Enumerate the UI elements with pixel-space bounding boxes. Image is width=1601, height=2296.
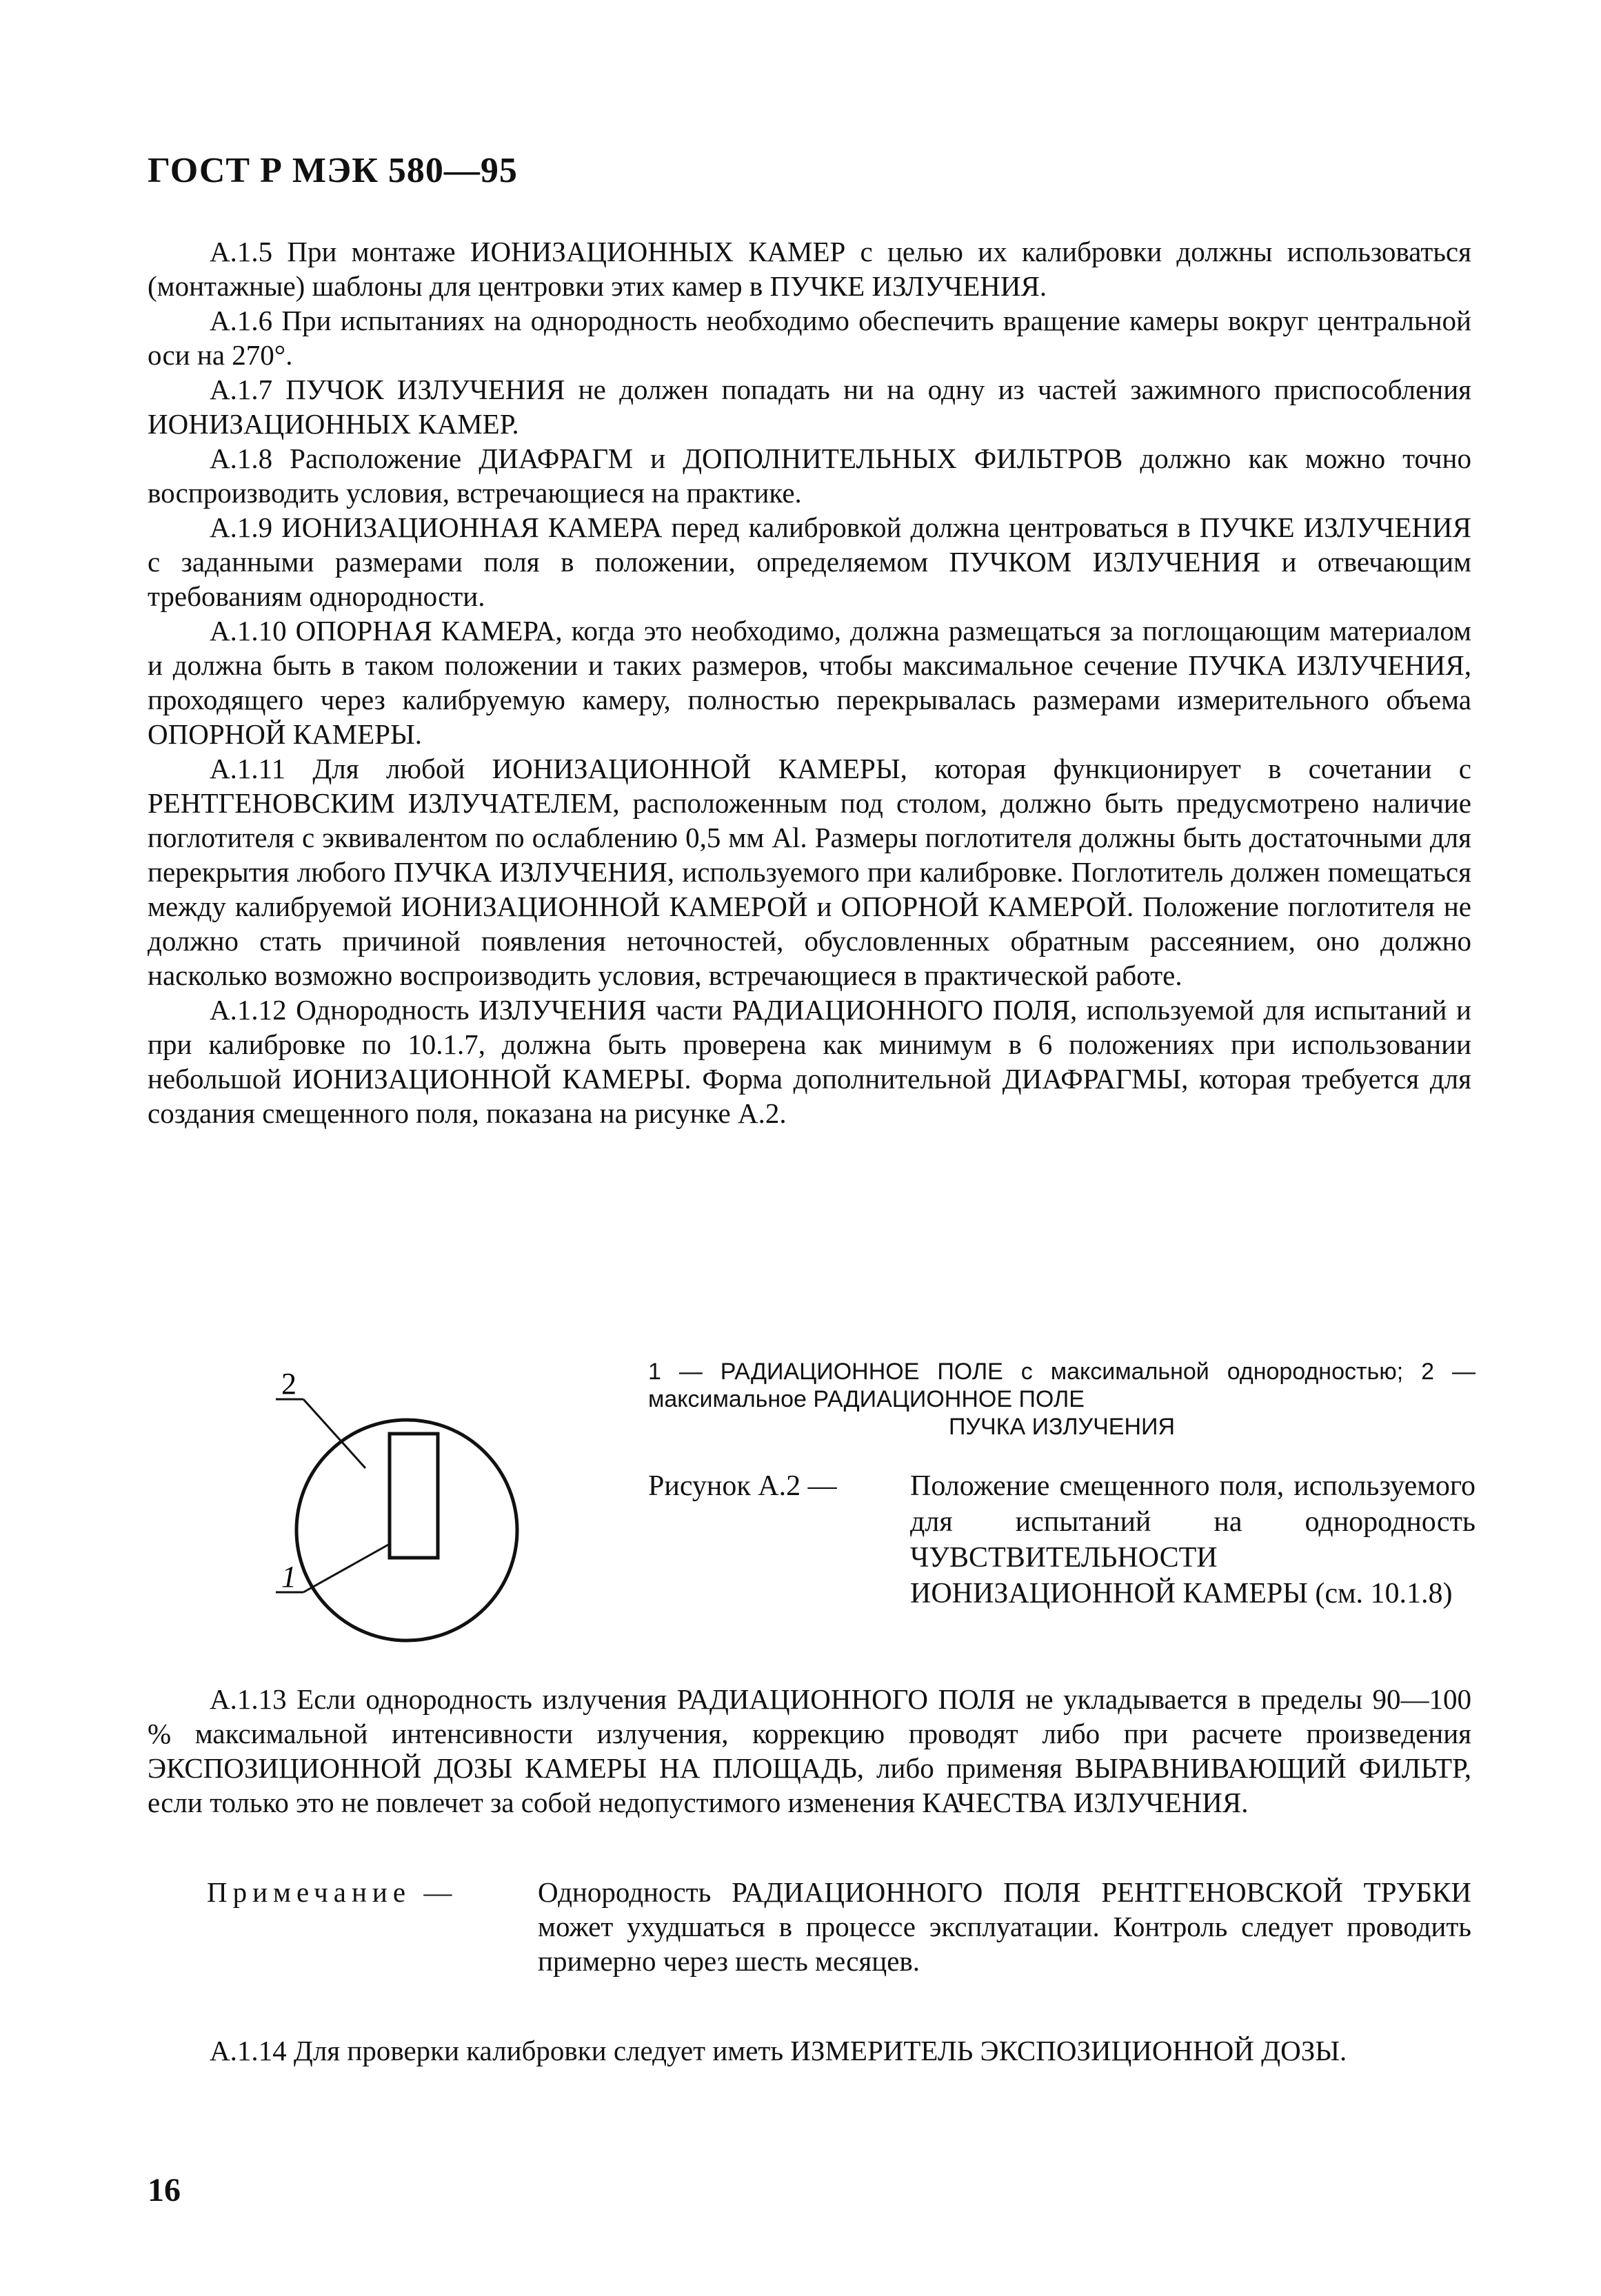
label-1-leader xyxy=(303,1544,390,1592)
paragraph-a1-10: А.1.10 ОПОРНАЯ КАМЕРА, когда это необходимо, должна размещаться за поглощающим материалом и должна быть в таком положении и таких размеров, чтобы максимальное сечение ПУЧКА ИЗЛУЧЕНИЯ, проходящего через калибруемую камеру, полностью перекрывалась размерами измерительного объема ОПОРНОЙ КАМЕРЫ. xyxy=(148,615,1471,750)
legend-text: 1 — РАДИАЦИОННОЕ ПОЛЕ с максимальной однородностью; 2 — максимальное РАДИАЦИОННОЕ ПОЛЕ xyxy=(648,1359,1476,1412)
paragraph-a1-14: А.1.14 Для проверки калибровки следует иметь ИЗМЕРИТЕЛЬ ЭКСПОЗИЦИОННОЙ ДОЗЫ. xyxy=(210,2035,1347,2066)
uniform-field-rectangle xyxy=(390,1434,438,1558)
paragraph-a1-6: А.1.6 При испытаниях на однородность необходимо обеспечить вращение камеры вокруг центральной оси на 270°. xyxy=(148,305,1471,371)
caption-text: Положение смещенного поля, используемого для испытаний на однородность ЧУВСТВИТЕЛЬНОСТИ ИОНИЗАЦИОННОЙ КАМЕРЫ (см. 10.1.8) xyxy=(910,1470,1476,1609)
note-label: Примечание — xyxy=(207,1876,458,1908)
figure-label-1: 1 xyxy=(281,1560,296,1594)
legend-text-2: ПУЧКА ИЗЛУЧЕНИЯ xyxy=(948,1414,1175,1440)
figure-a2-diagram xyxy=(262,1358,552,1682)
page-number: 16 xyxy=(148,2172,181,2208)
figure-label-2: 2 xyxy=(281,1367,296,1401)
paragraph-a1-9: А.1.9 ИОНИЗАЦИОННАЯ КАМЕРА перед калибровкой должна центроваться в ПУЧКЕ ИЗЛУЧЕНИЯ с заданными размерами поля в положении, определяемом ПУЧКОМ ИЗЛУЧЕНИЯ и отвечающим требованиям однородности. xyxy=(148,511,1471,612)
section-a1-13 xyxy=(148,1682,1471,1820)
paragraph-a1-5: А.1.5 При монтаже ИОНИЗАЦИОННЫХ КАМЕР с целью их калибровки должны использоваться (монтажные) шаблоны для центровки этих камер в ПУЧКЕ ИЗЛУЧЕНИЯ. xyxy=(148,236,1471,302)
section-a1-paragraphs xyxy=(148,234,1471,1130)
section-a1-14 xyxy=(148,2033,1471,2068)
caption-label: Рисунок А.2 — xyxy=(648,1470,837,1502)
paragraph-a1-7: А.1.7 ПУЧОК ИЗЛУЧЕНИЯ не должен попадать ни на одну из частей зажимного приспособления ИОНИЗАЦИОННЫХ КАМЕР. xyxy=(148,374,1471,440)
paragraph-a1-11: А.1.11 Для любой ИОНИЗАЦИОННОЙ КАМЕРЫ, которая функционирует в сочетании с РЕНТГЕНОВСКИМ ИЗЛУЧАТЕЛЕМ, расположенным под столом, должно быть предусмотрено наличие поглотителя с эквивалентом по ослаблению 0,5 мм Al. Размеры поглотителя должны быть достаточными для перекрытия любого ПУЧКА ИЗЛУЧЕНИЯ, используемого при калибровке. Поглотитель должен помещаться между калибруемой ИОНИЗАЦИОННОЙ КАМЕРОЙ и ОПОРНОЙ КАМЕРОЙ. Положение поглотителя не должно стать причиной появления неточностей, обусловленных обратным рассеянием, оно должно насколько возможно воспроизводить условия, встречающиеся в практической работе. xyxy=(148,753,1471,991)
figure-legend xyxy=(648,1358,1476,1441)
paragraph-a1-8: А.1.8 Расположение ДИАФРАГМ и ДОПОЛНИТЕЛЬНЫХ ФИЛЬТРОВ должно как можно точно воспроизводить условия, встречающиеся на практике. xyxy=(148,443,1471,509)
standard-header: ГОСТ Р МЭК 580—95 xyxy=(148,151,518,190)
note-text: Однородность РАДИАЦИОННОГО ПОЛЯ РЕНТГЕНОВСКОЙ ТРУБКИ может ухудшаться в процессе эксплуатации. Контроль следует проводить примерно через шесть месяцев. xyxy=(538,1876,1471,1977)
paragraph-a1-12: А.1.12 Однородность ИЗЛУЧЕНИЯ части РАДИАЦИОННОГО ПОЛЯ, используемой для испытаний и при калибровке по 10.1.7, должна быть проверена как минимум в 6 положениях при использовании небольшой ИОНИЗАЦИОННОЙ КАМЕРЫ. Форма дополнительной ДИАФРАГМЫ, которая требуется для создания смещенного поля, показана на рисунке А.2. xyxy=(148,994,1471,1129)
paragraph-a1-13: А.1.13 Если однородность излучения РАДИАЦИОННОГО ПОЛЯ не укладывается в пределы 90—100 % максимальной интенсивности излучения, коррекцию проводят либо при расчете произведения ЭКСПОЗИЦИОННОЙ ДОЗЫ КАМЕРЫ НА ПЛОЩАДЬ, либо применяя ВЫРАВНИВАЮЩИЙ ФИЛЬТР, если только это не повлечет за собой недопустимого изменения КАЧЕСТВА ИЗЛУЧЕНИЯ. xyxy=(148,1683,1471,1818)
radiation-field-circle xyxy=(296,1420,517,1640)
figure-a2 xyxy=(262,1358,1476,1682)
